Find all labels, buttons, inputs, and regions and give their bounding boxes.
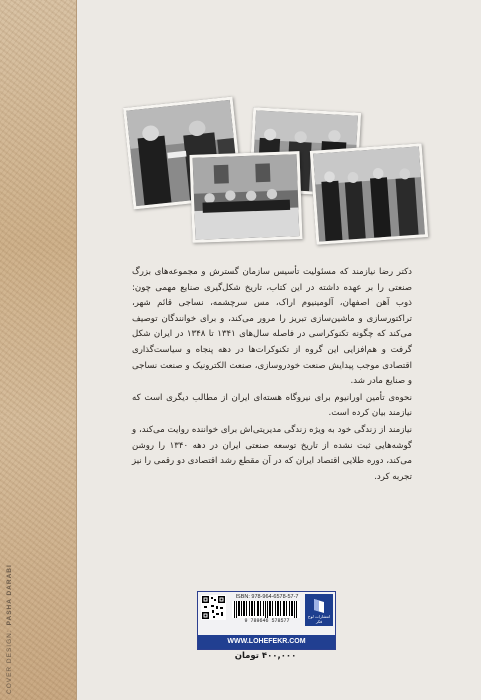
price-label: ۴۰۰,۰۰۰ تومان — [234, 651, 297, 661]
photo-delegation — [310, 143, 428, 245]
paragraph-intro: دکتر رضا نیازمند که مسئولیت تأسیس سازمان گسترش و مجموعه‌های بزرگ صنعتی را بر عهده داشته در این کتاب، تاریخ شکل‌گیری صنایع مهمی چون: ذوب آهن اصفهان، آلومینیوم اراک، مس سرچشمه، نساجی قائم شهر، تراکتورسازی و ماشین‌سازی تبریز را مرور می‌کند، و برای خوانندگان توصیف می‌کند که چگونه تکنوکراسی در فاصله سال‌های ۱۳۴۱ تا ۱۳۴۸ در ایران شکل گرفت و هم‌افزایی این گروه از تکنوکرات‌ها در دهه پنجاه و سیاست‌گذاری اقتصادی موجب پیدایش صنعت خودروسازی، صنعت الکترونیک و صنعت نساجی و صنایع مادر شد. — [132, 267, 412, 387]
credit-name: PASHA DARABI — [6, 564, 13, 626]
spine-texture — [0, 0, 77, 700]
cover-design-credit — [6, 564, 13, 694]
website-url: WWW.LOHEFEKR.COM — [198, 635, 335, 649]
barcode-icon — [232, 601, 300, 618]
paragraph-memoir: نیازمند از زندگی خود به ویژه زندگی مدیریتی‌اش برای خواننده روایت می‌کند، و گوشه‌هایی ثبت نشده از تاریخ توسعه صنعتی ایران در دهه ۱۳۴۰ را روشن می‌کند، دوره طلایی اقتصاد ایران که در آن مقطع رشد اقتصادی دو رقمی را نیز تجربه کرد. — [132, 424, 413, 482]
credit-label: COVER DESIGN: — [6, 629, 13, 694]
qr-code-icon — [201, 595, 226, 620]
isbn-label: ISBN: 978-964-6578-57-7 — [235, 594, 299, 600]
barcode-number: 9 789646 578577 — [244, 618, 290, 624]
publisher-logo-icon — [312, 597, 326, 615]
publisher-name: انتشارات لوح فکر — [307, 614, 331, 624]
publisher-logo — [305, 594, 333, 626]
paragraph-uranium: نحوه‌ی تأمین اورانیوم برای نیروگاه هسته‌ای ایران از مطالب دیگری است که نیازمند بیان کرده است. — [132, 392, 412, 419]
back-cover-text — [132, 265, 412, 486]
publisher-info-box — [197, 591, 336, 650]
photo-signing — [189, 151, 302, 243]
